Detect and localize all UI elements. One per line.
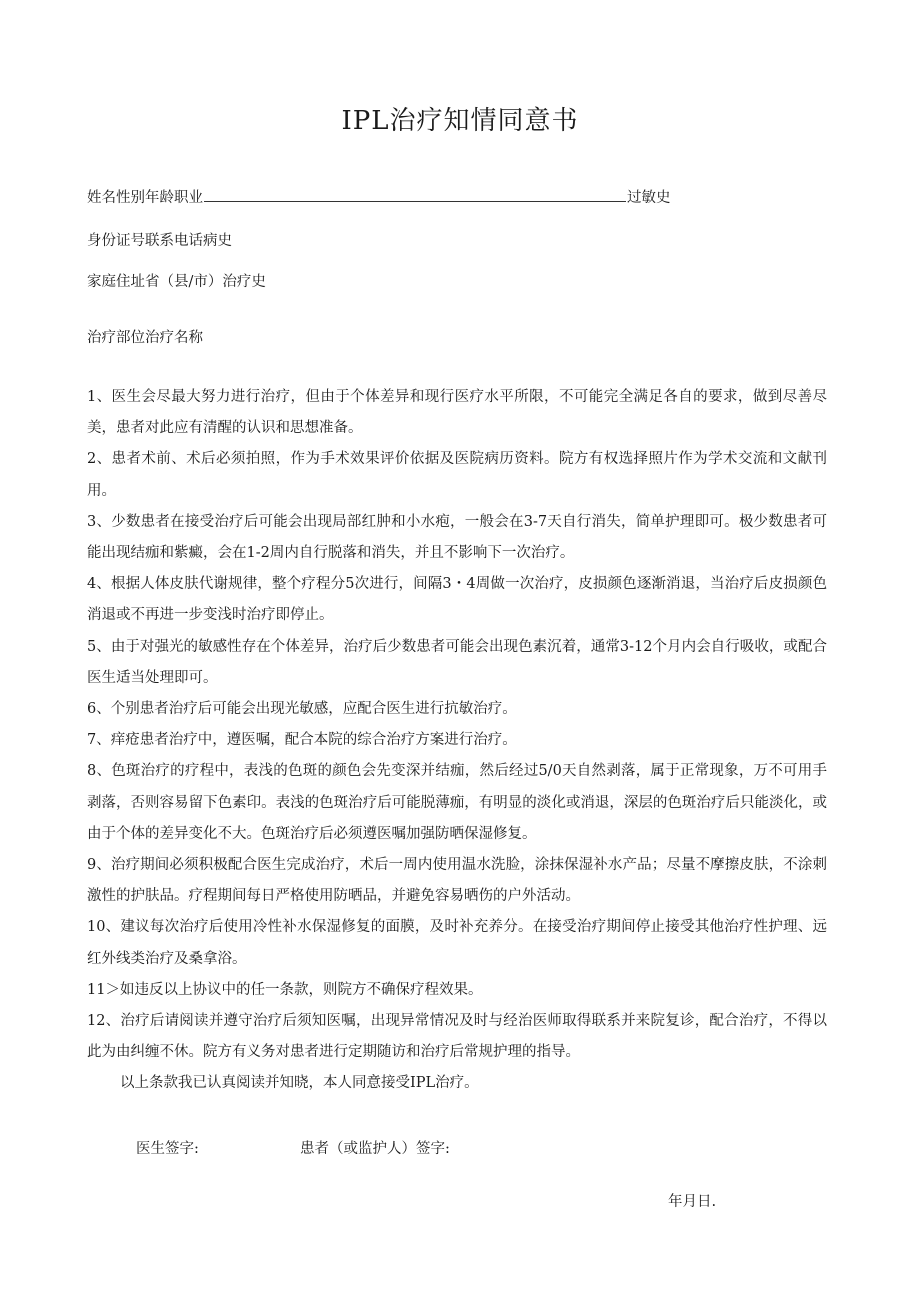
clause-item: 1、医生会尽最大努力进行治疗，但由于个体差异和现行医疗水平所限，不可能完全满足各自的要求，做到尽善尽美，患者对此应有清醒的认识和思想准备。 xyxy=(87,389,827,437)
clauses-list xyxy=(87,382,827,1100)
field-row-address xyxy=(87,270,266,291)
fill-in-underline[interactable] xyxy=(204,187,626,202)
clause-item: 10、建议每次治疗后使用冷性补水保湿修复的面膜，及时补充养分。在接受治疗期间停止接受其他治疗性护理、远红外线类治疗及桑拿浴。 xyxy=(87,919,827,967)
patient-signature-label[interactable]: 患者（或监护人）签字: xyxy=(300,1141,450,1157)
clause-item: 2、患者术前、术后必须拍照，作为手术效果评价依据及医院病历资料。院方有权选择照片作为学术交流和文献刊用。 xyxy=(87,451,827,499)
field-row-personal-info xyxy=(87,186,671,207)
clause-item: 12、治疗后请阅读并遵守治疗后须知医嘱，出现异常情况及时与经治医师取得联系并来院复诊，配合治疗，不得以此为由纠缠不休。院方有义务对患者进行定期随访和治疗后常规护理的指导。 xyxy=(87,1013,827,1061)
clause-item: 4、根据人体皮肤代谢规律，整个疗程分5次进行，间隔3・4周做一次治疗，皮损颜色逐渐消退，当治疗后皮损颜色消退或不再进一步变浅时治疗即停止。 xyxy=(87,576,827,624)
clause-item: 8、色斑治疗的疗程中，表浅的色斑的颜色会先变深并结痂，然后经过5/0天自然剥落，属于正常现象，万不可用手剥落，否则容易留下色素印。表浅的色斑治疗后可能脱薄痂，有明显的淡化或消退，深层的色斑治疗后只能淡化，或由于个体的差异变化不大。色斑治疗后必须遵医嘱加强防晒保湿修复。 xyxy=(87,763,827,842)
field-label-address-treatment-history: 家庭住址省（县/市）治疗史 xyxy=(87,274,266,290)
field-label-id-phone-medical-history: 身份证号联系电话病史 xyxy=(87,233,232,249)
clause-item: 3、少数患者在接受治疗后可能会出现局部红肿和小水疱，一般会在3-7天自行消失，简单护理即可。极少数患者可能出现结痂和紫癜，会在1-2周内自行脱落和消失，并且不影响下一次治疗。 xyxy=(87,513,827,562)
clause-item: 9、治疗期间必须积极配合医生完成治疗，术后一周内使用温水洗脸，涂抹保湿补水产品；尽量不摩擦皮肤，不涂刺激性的护肤品。疗程期间每日严格使用防晒品，并避免容易晒伤的户外活动。 xyxy=(87,857,827,905)
document-title: IPL治疗知情同意书 xyxy=(341,106,579,136)
field-label-treatment-site-name: 治疗部位治疗名称 xyxy=(87,330,203,346)
clause-item: 7、痒疮患者治疗中，遵医嘱，配合本院的综合治疗方案进行治疗。 xyxy=(87,732,517,749)
field-label-allergy-history: 过敏史 xyxy=(627,190,671,206)
clause-item: 6、个别患者治疗后可能会出现光敏感，应配合医生进行抗敏治疗。 xyxy=(87,701,517,718)
field-row-id-phone-history xyxy=(87,229,232,250)
clause-item: 5、由于对强光的敏感性存在个体差异，治疗后少数患者可能会出现色素沉着，通常3-12个月内会自行吸收，或配合医生适当处理即可。 xyxy=(87,638,827,686)
clause-item: 11＞如违反以上协议中的任一条款，则院方不确保疗程效果。 xyxy=(87,981,483,998)
date-label: 年月日. xyxy=(668,1194,717,1210)
field-label-name-gender-age-job: 姓名性别年龄职业 xyxy=(87,190,203,206)
doctor-signature-label[interactable]: 医生签字: xyxy=(136,1141,199,1157)
field-row-treatment-site xyxy=(87,326,203,347)
consent-statement: 以上条款我已认真阅读并知晓，本人同意接受IPL治疗。 xyxy=(120,1075,479,1092)
